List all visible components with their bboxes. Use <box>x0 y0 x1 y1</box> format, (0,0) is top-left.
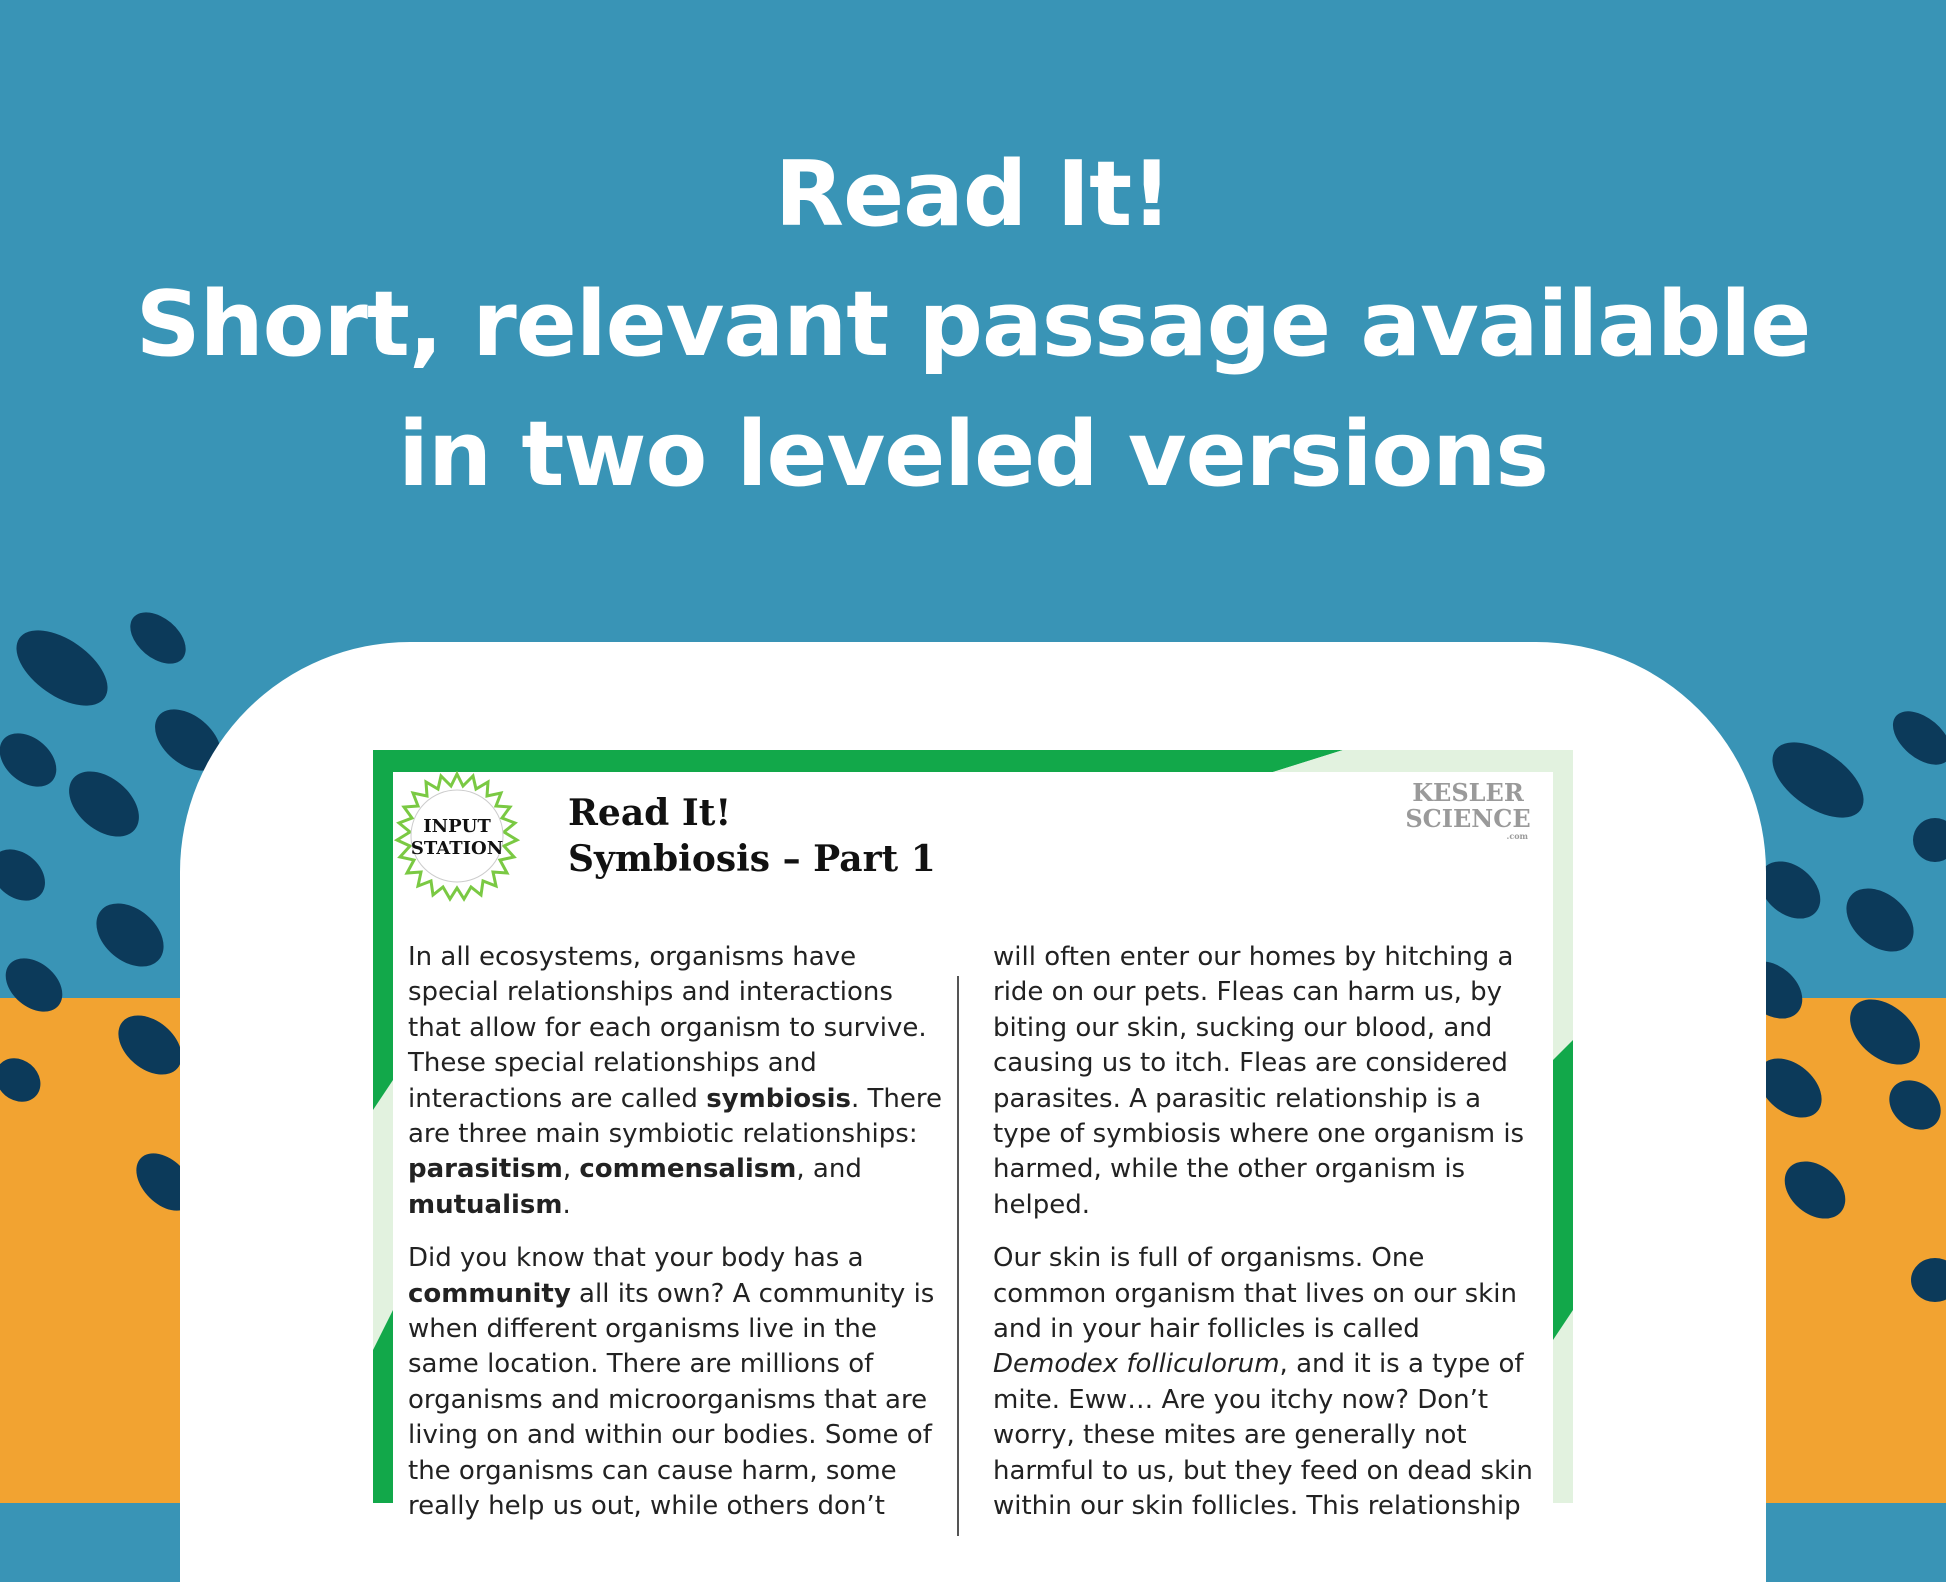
text-span: all its own? A community is <box>570 1278 935 1309</box>
text-line <box>993 1347 1563 1382</box>
text-span: . There <box>850 1083 942 1114</box>
badge-line-2: STATION <box>410 838 504 859</box>
text-line: type of symbiosis where one organism is <box>993 1119 1525 1150</box>
text-line: same location. There are millions of <box>408 1349 874 1380</box>
paragraph-3 <box>993 940 1563 1223</box>
term-symbiosis: symbiosis <box>706 1083 851 1114</box>
text-line: helped. <box>993 1189 1090 1220</box>
text-line: harmful to us, but they feed on dead skin <box>993 1455 1533 1486</box>
text-line: within our skin follicles. This relationship <box>993 1491 1521 1522</box>
term-community: community <box>408 1278 571 1309</box>
paragraph-2 <box>408 1241 978 1524</box>
logo-line-2: SCIENCE <box>1405 804 1531 833</box>
worksheet-title-line-1: Read It! <box>568 792 732 834</box>
text-span: , and <box>796 1154 862 1185</box>
text-line: biting our skin, sucking our blood, and <box>993 1012 1493 1043</box>
species-name: Demodex folliculorum <box>993 1349 1280 1380</box>
worksheet-title <box>568 790 936 882</box>
term-mutualism: mutualism <box>408 1189 563 1220</box>
text-line <box>408 1188 978 1223</box>
text-line: mite. Eww… Are you itchy now? Don’t <box>993 1384 1489 1415</box>
text-line: are three main symbiotic relationships: <box>408 1119 918 1150</box>
text-line: and in your hair follicles is called <box>993 1314 1420 1345</box>
text-line <box>408 1082 978 1117</box>
text-line: when different organisms live in the <box>408 1314 877 1345</box>
text-line: common organism that lives on our skin <box>993 1278 1517 1309</box>
text-line: organisms and microorganisms that are <box>408 1384 928 1415</box>
worksheet-green-border-left <box>373 750 393 1503</box>
text-line: living on and within our bodies. Some of <box>408 1420 932 1451</box>
worksheet-title-line-2: Symbiosis – Part 1 <box>568 838 936 880</box>
text-line: causing us to itch. Fleas are considered <box>993 1048 1508 1079</box>
logo-line-1: KESLER <box>1412 778 1524 807</box>
text-span: , and it is a type of <box>1279 1349 1524 1380</box>
badge-line-1: INPUT <box>423 816 491 837</box>
right-column <box>993 940 1563 1543</box>
logo-domain: .com <box>1506 831 1528 841</box>
text-line: These special relationships and <box>408 1048 817 1079</box>
headline-title: Read It! <box>774 142 1172 247</box>
text-line: really help us out, while others don’t <box>408 1491 885 1522</box>
headline-subtitle-line-1: Short, relevant passage available <box>135 272 1811 377</box>
text-line: the organisms can cause harm, some <box>408 1455 897 1486</box>
text-line: parasites. A parasitic relationship is a <box>993 1083 1482 1114</box>
text-line: harmed, while the other organism is <box>993 1154 1466 1185</box>
text-line: Our skin is full of organisms. One <box>993 1243 1425 1274</box>
headline-subtitle-line-2: in two leveled versions <box>398 402 1548 507</box>
left-column <box>408 940 978 1543</box>
text-line: special relationships and interactions <box>408 977 893 1008</box>
input-station-badge <box>393 772 521 900</box>
text-span: . <box>562 1189 571 1220</box>
kesler-science-logo <box>1398 780 1538 850</box>
text-line: In all ecosystems, organisms have <box>408 942 857 972</box>
worksheet-preview <box>373 750 1573 1522</box>
text-span: , <box>562 1154 580 1185</box>
paragraph-4 <box>993 1241 1563 1524</box>
text-line: Did you know that your body has a <box>408 1243 864 1274</box>
text-span: interactions are called <box>408 1083 707 1114</box>
worksheet-green-border-top <box>373 750 1573 772</box>
term-commensalism: commensalism <box>579 1154 797 1185</box>
starburst-icon <box>393 772 521 900</box>
text-line <box>408 1152 978 1187</box>
paragraph-1 <box>408 940 978 1223</box>
term-parasitism: parasitism <box>408 1154 563 1185</box>
headline <box>0 130 1946 520</box>
text-line: ride on our pets. Fleas can harm us, by <box>993 977 1503 1008</box>
text-line: worry, these mites are generally not <box>993 1420 1467 1451</box>
text-line <box>408 1277 978 1312</box>
text-line: will often enter our homes by hitching a <box>993 942 1514 972</box>
text-line: that allow for each organism to survive. <box>408 1012 927 1043</box>
